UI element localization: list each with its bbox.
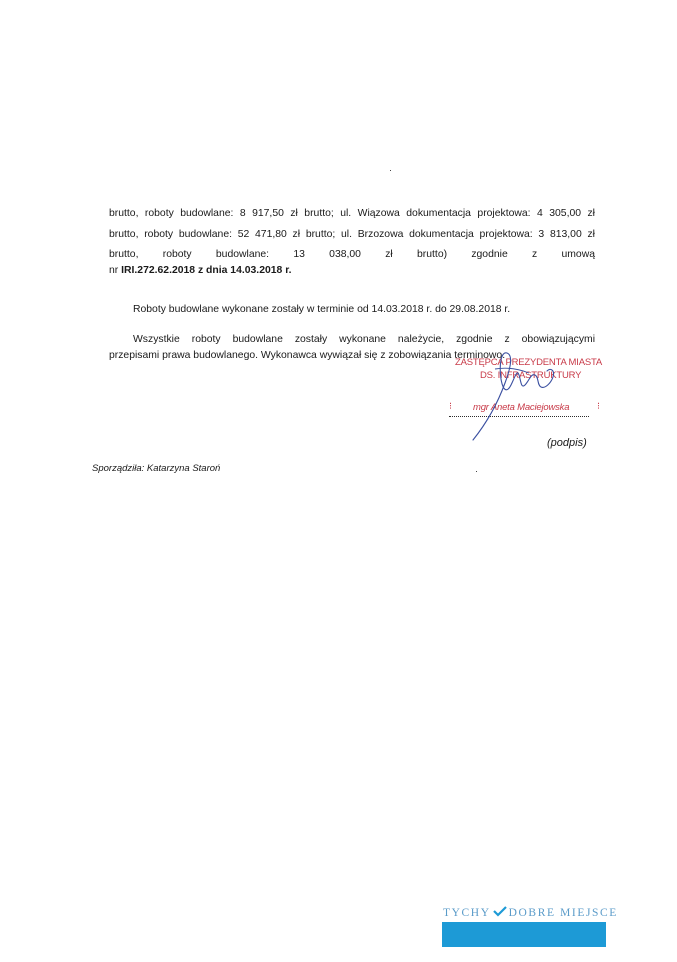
contract-prefix: nr (109, 265, 122, 276)
stamp-title: ZASTĘPCA PREZYDENTA MIASTA (455, 357, 603, 368)
signature-label: (podpis) (547, 437, 587, 449)
logo-text-left: TYCHY (443, 907, 491, 919)
stamp-bracket-right: ⁝ (597, 401, 600, 412)
paragraph1-line1: brutto, roboty budowlane: 8 917,50 zł brutto; ul. Wiązowa dokumentacja projektowa: 4 305,00 zł (109, 208, 595, 219)
paragraph3-line2: przepisami prawa budowlanego. Wykonawca wywiązał się z zobowiązania terminowo. (109, 350, 506, 361)
contract-number: IRI.272.62.2018 z dnia 14.03.2018 r. (121, 265, 292, 276)
handwritten-signature (455, 345, 575, 445)
stamp-department: DS. INFRASTRUKTURY (480, 370, 582, 381)
logo-bar (442, 922, 606, 947)
checkmark-icon (493, 906, 507, 917)
scan-speck (390, 170, 391, 171)
paragraph1-line3: brutto, roboty budowlane: 13 038,00 zł brutto) zgodnie z umową (109, 249, 595, 260)
paragraph1-line4 (109, 264, 292, 278)
stamp-name: mgr Aneta Maciejowska (473, 402, 570, 413)
prepared-by: Sporządziła: Katarzyna Staroń (92, 463, 221, 474)
stamp-bracket-left: ⁝ (449, 401, 452, 412)
paragraph2: Roboty budowlane wykonane zostały w terminie od 14.03.2018 r. do 29.08.2018 r. (133, 304, 511, 315)
scan-speck (476, 471, 477, 472)
city-logo (443, 906, 618, 919)
paragraph1-line2: brutto, roboty budowlane: 52 471,80 zł brutto; ul. Brzozowa dokumentacja projektowa: 3 813,00 zł (109, 229, 595, 240)
paragraph3-line1: Wszystkie roboty budowlane zostały wykonane należycie, zgodnie z obowiązującymi (133, 334, 595, 345)
logo-text-right: DOBRE MIEJSCE (508, 907, 618, 919)
